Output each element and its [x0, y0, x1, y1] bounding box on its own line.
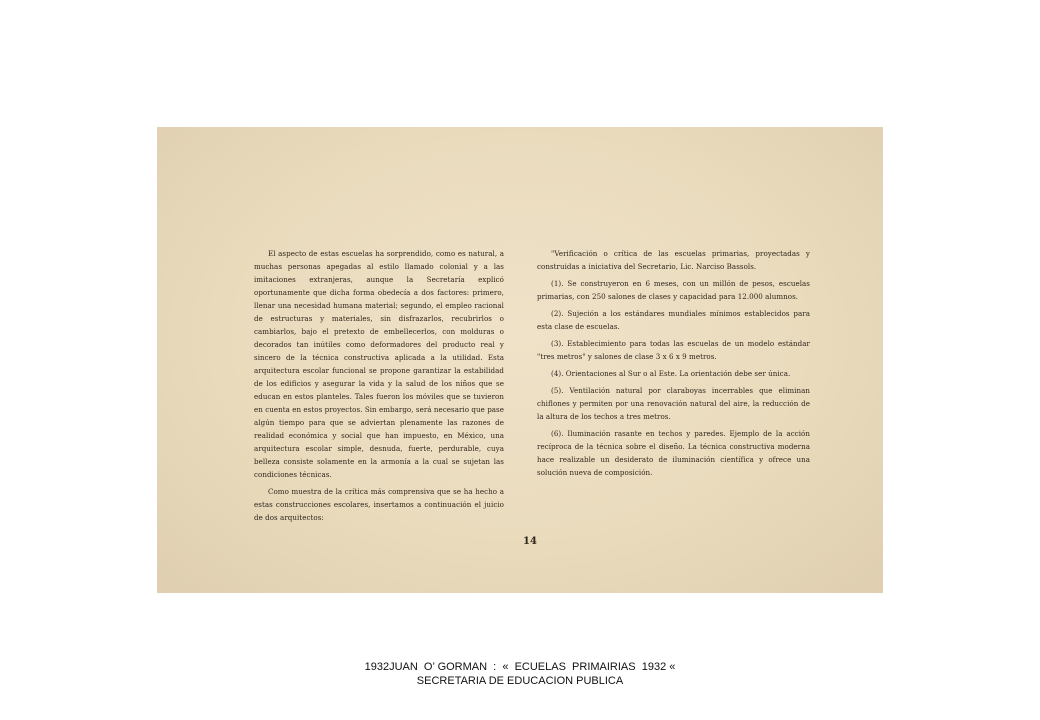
caption-line-1: 1932JUAN O’ GORMAN : « ECUELAS PRIMAIRIAS 1932 « — [364, 661, 676, 673]
scanned-book-page-photo — [157, 127, 883, 593]
right-paragraph-5: (5). Ventilación natural por claraboyas incerrables que eliminan chiflones y permiten por una renovación natural del aire, la reducción de la altura de los techos a tres metros. — [537, 386, 810, 421]
right-paragraph-intro: "Verificación o crítica de las escuelas primarias, proyectadas y construidas a iniciativa del Secretario, Lic. Narciso Bassols. — [537, 249, 810, 271]
right-paragraph-2: (2). Sujeción a los estándares mundiales mínimos establecidos para esta clase de escuelas. — [537, 309, 810, 331]
caption-line-2: SECRETARIA DE EDUCACION PUBLICA — [416, 675, 624, 687]
page-number: 14 — [523, 536, 537, 547]
right-paragraph-4: (4). Orientaciones al Sur o al Este. La orientación debe ser única. — [551, 369, 791, 378]
left-text-column — [254, 247, 504, 528]
left-paragraph-2: Como muestra de la crítica más comprensiva que se ha hecho a estas construcciones escolares, insertamos a continuación el juicio de dos arquitectos: — [254, 487, 504, 522]
caption — [0, 660, 1040, 688]
right-paragraph-1: (1). Se construyeron en 6 meses, con un millón de pesos, escuelas primarias, con 250 salones de clases y capacidad para 12.000 alumnos. — [537, 279, 810, 301]
right-paragraph-3: (3). Establecimiento para todas las escuelas de un modelo estándar "tres metros" y salones de clase 3 x 6 x 9 metros. — [537, 339, 810, 361]
right-paragraph-6: (6). Iluminación rasante en techos y paredes. Ejemplo de la acción recíproca de la técnica sobre el diseño. La técnica constructiva moderna hace realizable un desiderato de iluminación científica y ofrece una solución nueva de composición. — [537, 429, 810, 477]
left-paragraph-1: El aspecto de estas escuelas ha sorprendido, como es natural, a muchas personas apegadas al estilo llamado colonial y a las imitaciones extranjeras, aunque la Secretaría explicó oportunamente que dicha forma obedecía a dos factores: primero, llenar una necesidad humana material; segundo, el empleo racional de estructuras y materiales, sin disfrazarlos, recubrirlos o cambiarlos, bajo el pretexto de embellecerlos, con molduras o decorados tan inútiles como deformadores del producto real y sincero de la técnica constructiva aplicada a la utilidad. Esta arquitectura escolar funcional se propone garantizar la estabilidad de los edificios y asegurar la vida y la salud de los niños que se educan en estos planteles. Tales fueron los móviles que se tuvieron en cuenta en estos proyectos. Sin embargo, será necesario que pase algún tiempo para que se adviertan plenamente las razones de realidad económica y social que han impuesto, en México, una arquitectura escolar simple, desnuda, fuerte, perdurable, cuya belleza consiste solamente en la armonía a la cual se sujetan las condiciones técnicas. — [254, 249, 504, 479]
right-text-column — [537, 247, 810, 483]
